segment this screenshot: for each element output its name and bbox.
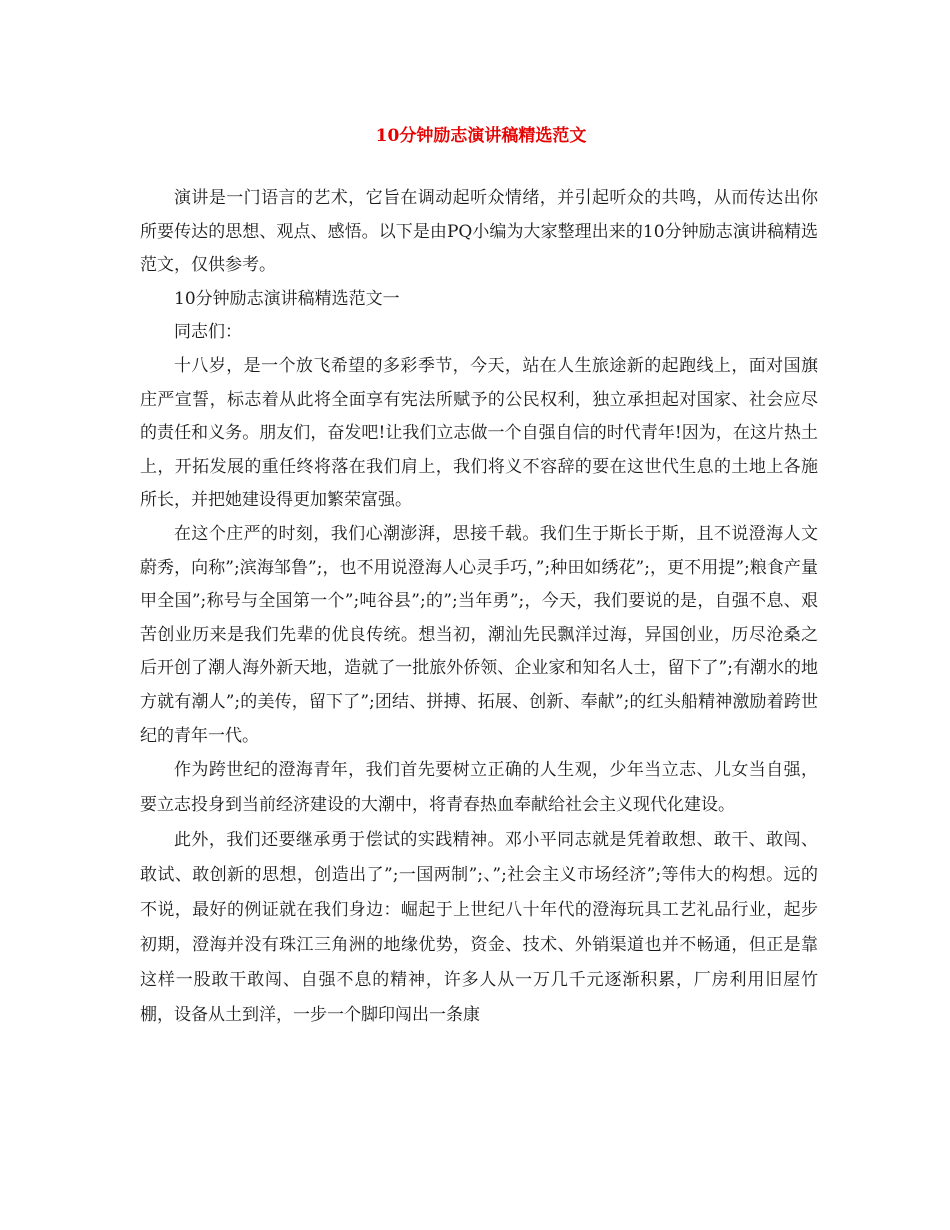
body-paragraph: 作为跨世纪的澄海青年，我们首先要树立正确的人生观，少年当立志、儿女当自强，要立志投身到当前经济建设的大潮中，将青春热血奉献给社会主义现代化建设。 (140, 760, 818, 816)
intro-paragraph: 演讲是一门语言的艺术，它旨在调动起听众情绪，并引起听众的共鸣，从而传达出你所要传达的思想、观点、感悟。以下是由PQ小编为大家整理出来的10分钟励志演讲稿精选范文，仅供参考。 (140, 188, 818, 276)
body-paragraph: 在这个庄严的时刻，我们心潮澎湃，思接千载。我们生于斯长于斯，且不说澄海人文蔚秀，向称”;滨海邹鲁”;，也不用说澄海人心灵手巧，”;种田如绣花”;，更不用提”;粮食产量甲全国”;称号与全国第一个”;吨谷县”;的”;当年勇”;，今天，我们要说的是，自强不息、艰苦创业历来是我们先辈的优良传统。想当初，潮汕先民飘洋过海，异国创业，历尽沧桑之后开创了潮人海外新天地，造就了一批旅外侨领、企业家和知名人士，留下了”;有潮水的地方就有潮人”;的美传，留下了”;团结、拼搏、拓展、创新、奉献”;的红头船精神激励着跨世纪的青年一代。 (140, 523, 818, 746)
body-paragraph: 十八岁，是一个放飞希望的多彩季节，今天，站在人生旅途新的起跑线上，面对国旗庄严宣誓，标志着从此将全面享有宪法所赋予的公民权利，独立承担起对国家、社会应尽的责任和义务。朋友们，奋发吧!让我们立志做一个自强自信的时代青年!因为，在这片热土上，开拓发展的重任终将落在我们肩上，我们将义不容辞的要在这世代生息的土地上各施所长，并把她建设得更加繁荣富强。 (140, 355, 818, 511)
body-paragraph: 此外，我们还要继承勇于偿试的实践精神。邓小平同志就是凭着敢想、敢干、敢闯、敢试、敢创新的思想，创造出了”;一国两制”;、”;社会主义市场经济”;等伟大的构想。远的不说，最好的例证就在我们身边：崛起于上世纪八十年代的澄海玩具工艺礼品行业，起步初期，澄海并没有珠江三角洲的地缘优势，资金、技术、外销渠道也并不畅通，但正是靠这样一股敢干敢闯、自强不息的精神，许多人从一万几千元逐渐积累，厂房利用旧屋竹棚，设备从土到洋，一步一个脚印闯出一条康 (140, 830, 818, 1026)
section-heading: 10分钟励志演讲稿精选范文一 (174, 288, 400, 309)
document-title: 10分钟励志演讲稿精选范文 (375, 126, 587, 146)
salutation: 同志们： (174, 322, 242, 343)
